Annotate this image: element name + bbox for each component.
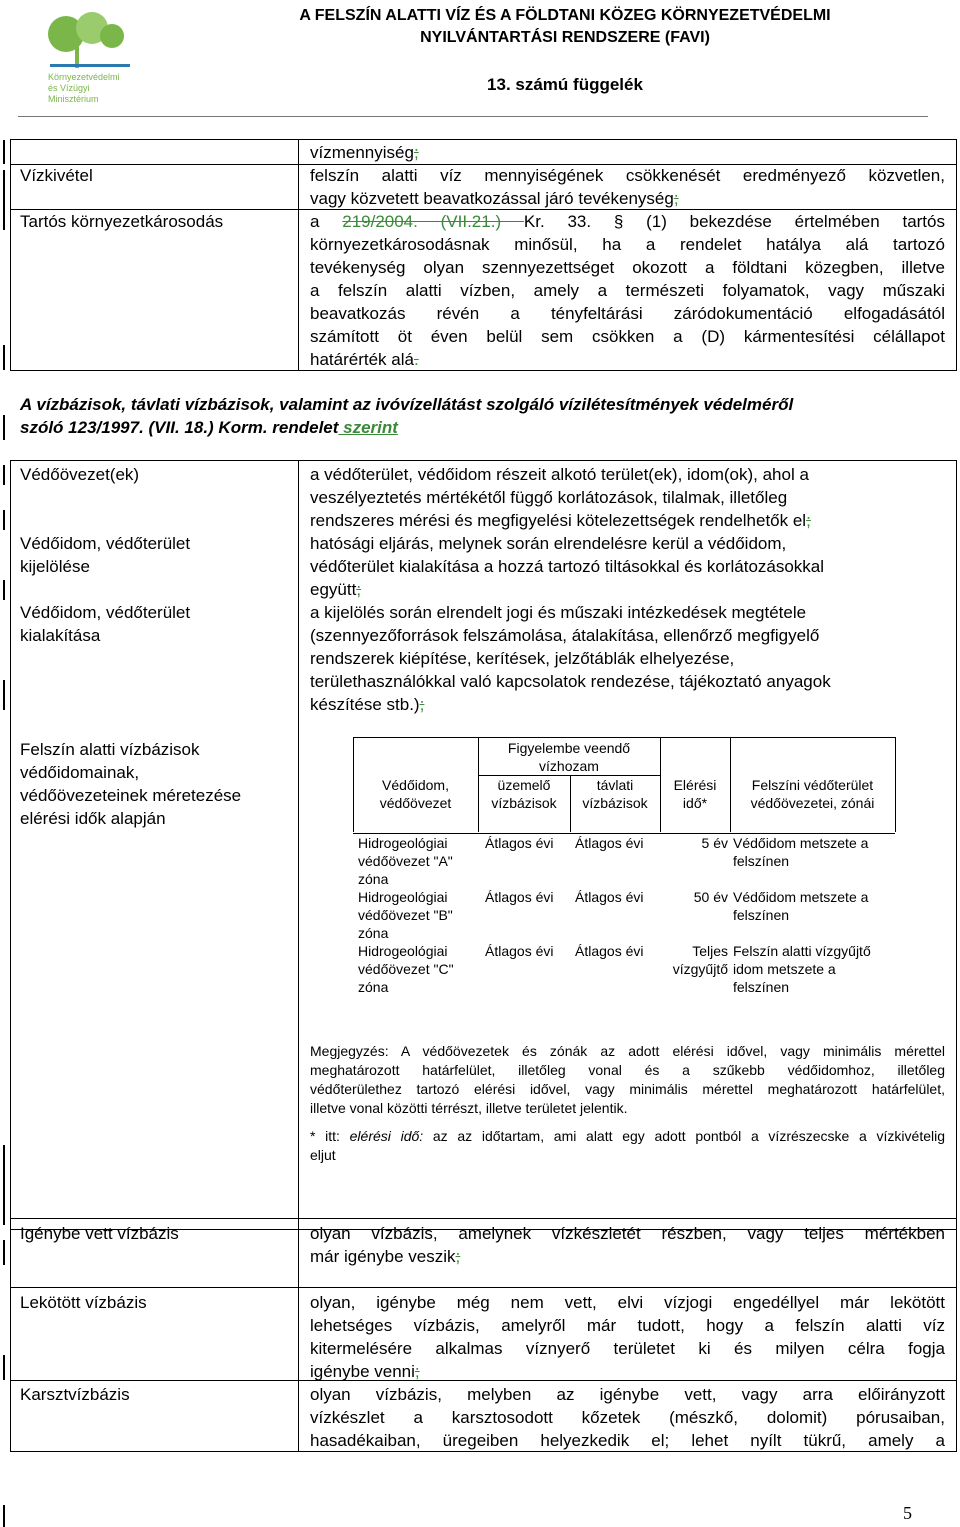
term-tartos-kornyezetkarosodas: Tartós környezetkárosodás bbox=[20, 212, 224, 231]
definition-text: olyan vízbázis, melyben az igénybe vett, vagy arra előirányzott bbox=[310, 1385, 945, 1404]
ministry-logo: Környezetvédelmi és Vízügyi Minisztérium bbox=[30, 6, 170, 101]
definition-text: rendszerek kiépítése, kerítések, jelzőtáblák elhelyezése, bbox=[310, 649, 735, 668]
term-igenybe-vett: Igénybe vett vízbázis bbox=[20, 1224, 179, 1243]
term-vizkivetel: Vízkivétel bbox=[20, 166, 93, 185]
definition-text: a felszín alatti vízben, amely a természeti folyamatok, vagy műszaki bbox=[310, 281, 945, 300]
section-heading: A vízbázisok, távlati vízbázisok, valamint az ivóvízellátást szolgáló vízilétesítmények védelméről bbox=[20, 395, 794, 414]
header-rule bbox=[18, 116, 928, 117]
term-kijelolese: Védőidom, védőterület bbox=[20, 534, 191, 553]
table-row-zone: Hidrogeológiai védőövezet "A" zóna bbox=[358, 835, 453, 887]
tree-logo-icon bbox=[30, 6, 170, 72]
definition-text: védőterület kialakítása a hozzá tartozó tiltásokkal és korlátozásokkal bbox=[310, 557, 825, 576]
revision-mark bbox=[3, 680, 5, 710]
definition-text: vízkészlet a karsztosodott kőzetek (mészkő, dolomit) pórusaiban, bbox=[310, 1408, 945, 1427]
th-felszini: Felszíni védőterület védőövezetei, zónái bbox=[750, 777, 875, 811]
note-text: Megjegyzés: A védőövezetek és zónák az adott elérési idővel, vagy minimális mérettel bbox=[310, 1043, 945, 1059]
th-uzemelo: üzemelő vízbázisok bbox=[491, 777, 557, 811]
definition-text: igénybe venni; bbox=[310, 1362, 420, 1381]
header-title-line2: NYILVÁNTARTÁSI RENDSZERE (FAVI) bbox=[420, 29, 710, 46]
definition-text: a kijelölés során elrendelt jogi és műszaki intézkedések megtétele bbox=[310, 603, 807, 622]
revision-mark bbox=[3, 1240, 5, 1265]
definition-text: olyan, igénybe még nem vett, elvi vízjogi engedéllyel már lekötött bbox=[310, 1293, 945, 1312]
definition-text: lehetséges vízbázis, amelyről már tudott, hogy a felszín alatti víz bbox=[310, 1316, 945, 1335]
revision-mark bbox=[3, 580, 5, 600]
footnote-text: * itt: elérési idő: az az időtartam, ami alatt egy adott pontból a vízrészecske a vízkivételig bbox=[310, 1128, 946, 1144]
revision-mark bbox=[3, 1505, 5, 1527]
definition-text: környezetkárosodásnak minősül, ha a rendelet hatálya alá tartozó bbox=[310, 235, 945, 254]
definition-text: tevékenység olyan szennyezettséget okozott a földtani közegben, illetve bbox=[310, 258, 945, 277]
page-number: 5 bbox=[903, 1503, 912, 1523]
table-row-zone: Hidrogeológiai védőövezet "C" zóna bbox=[358, 943, 454, 995]
definition-text: területhasználókkal való kapcsolatok rendezése, tájékoztató anyagok bbox=[310, 672, 831, 691]
definition-text: készítése stb.); bbox=[310, 695, 425, 714]
definition-text: a védőterület, védőidom részeit alkotó terület(ek), idom(ok), ahol a bbox=[310, 465, 809, 484]
definition-text: számított öt éven belül sem csökken a (D) kármentesítési célállapot bbox=[310, 327, 945, 346]
th-tavlati: távlati vízbázisok bbox=[582, 777, 648, 811]
definition-text: felszín alatti víz mennyiségének csökkenését eredményező közvetlen, bbox=[310, 166, 945, 185]
header-title-line1: A FELSZÍN ALATTI VÍZ ÉS A FÖLDTANI KÖZEG KÖRNYEZETVÉDELMI bbox=[299, 7, 831, 24]
term-lekotott: Lekötött vízbázis bbox=[20, 1293, 147, 1312]
appendix-number: 13. számú függelék bbox=[487, 75, 643, 94]
definition-text: olyan vízbázis, amelynek vízkészletét részben, vagy teljes mértékben bbox=[310, 1224, 945, 1243]
th-vizhozam: Figyelembe veendő vízhozam bbox=[507, 740, 631, 774]
revision-mark bbox=[3, 170, 5, 230]
definition-text: beavatkozás révén a tényfeltárási záródokumentáció elfogadásától bbox=[310, 304, 945, 323]
revision-mark bbox=[3, 465, 5, 485]
definition-text: hasadékaiban, üregeiben helyezkedik el; lehet nyílt tükrű, amely a bbox=[310, 1431, 945, 1450]
table-row-zone: Hidrogeológiai védőövezet "B" zóna bbox=[358, 889, 453, 941]
definition-text: már igénybe veszik; bbox=[310, 1247, 461, 1266]
th-eleresi-ido: Elérési idő* bbox=[673, 777, 717, 811]
definition-text: együtt; bbox=[310, 580, 362, 599]
term-karsztvizbazis: Karsztvízbázis bbox=[20, 1385, 130, 1404]
definition-text: (szennyezőforrások felszámolása, átalakítása, ellenőrző megfigyelő bbox=[310, 626, 820, 645]
definition-text: a 219/2004. (VII.21.) Kr. 33. § (1) bekezdése értelmében tartós bbox=[310, 212, 945, 231]
revision-mark bbox=[3, 415, 5, 440]
th-vedoidom: Védőidom, védőövezet bbox=[379, 777, 452, 811]
revision-mark bbox=[3, 140, 5, 164]
term-vedoovezet: Védőövezet(ek) bbox=[20, 465, 140, 484]
definition-text: kitermelésére alkalmas víznyerő területet ki és milyen célra fogja bbox=[310, 1339, 945, 1358]
revision-mark bbox=[3, 1145, 5, 1225]
definition-text: veszélyeztetés mértékétől függő korlátozások, tilalmak, illetőleg bbox=[310, 488, 788, 507]
definition-text: határérték alá. bbox=[310, 350, 419, 369]
term-kialakitasa: Védőidom, védőterület bbox=[20, 603, 191, 622]
definition-text: vízmennyiség; bbox=[310, 143, 419, 162]
definition-text: hatósági eljárás, melynek során elrendelésre kerül a védőidom, bbox=[310, 534, 787, 553]
revision-mark bbox=[3, 510, 5, 530]
term-meretezese: Felszín alatti vízbázisok bbox=[20, 740, 200, 759]
definition-text: vagy közvetett beavatkozással járó tevékenység; bbox=[310, 189, 679, 208]
section-heading: szóló 123/1997. (VII. 18.) Korm. rendelet szerint bbox=[20, 418, 398, 437]
definition-text: rendszeres mérési és megfigyelési kötelezettségek rendelhetők el; bbox=[310, 511, 811, 530]
revision-mark bbox=[3, 1355, 5, 1380]
revision-mark bbox=[3, 345, 5, 370]
